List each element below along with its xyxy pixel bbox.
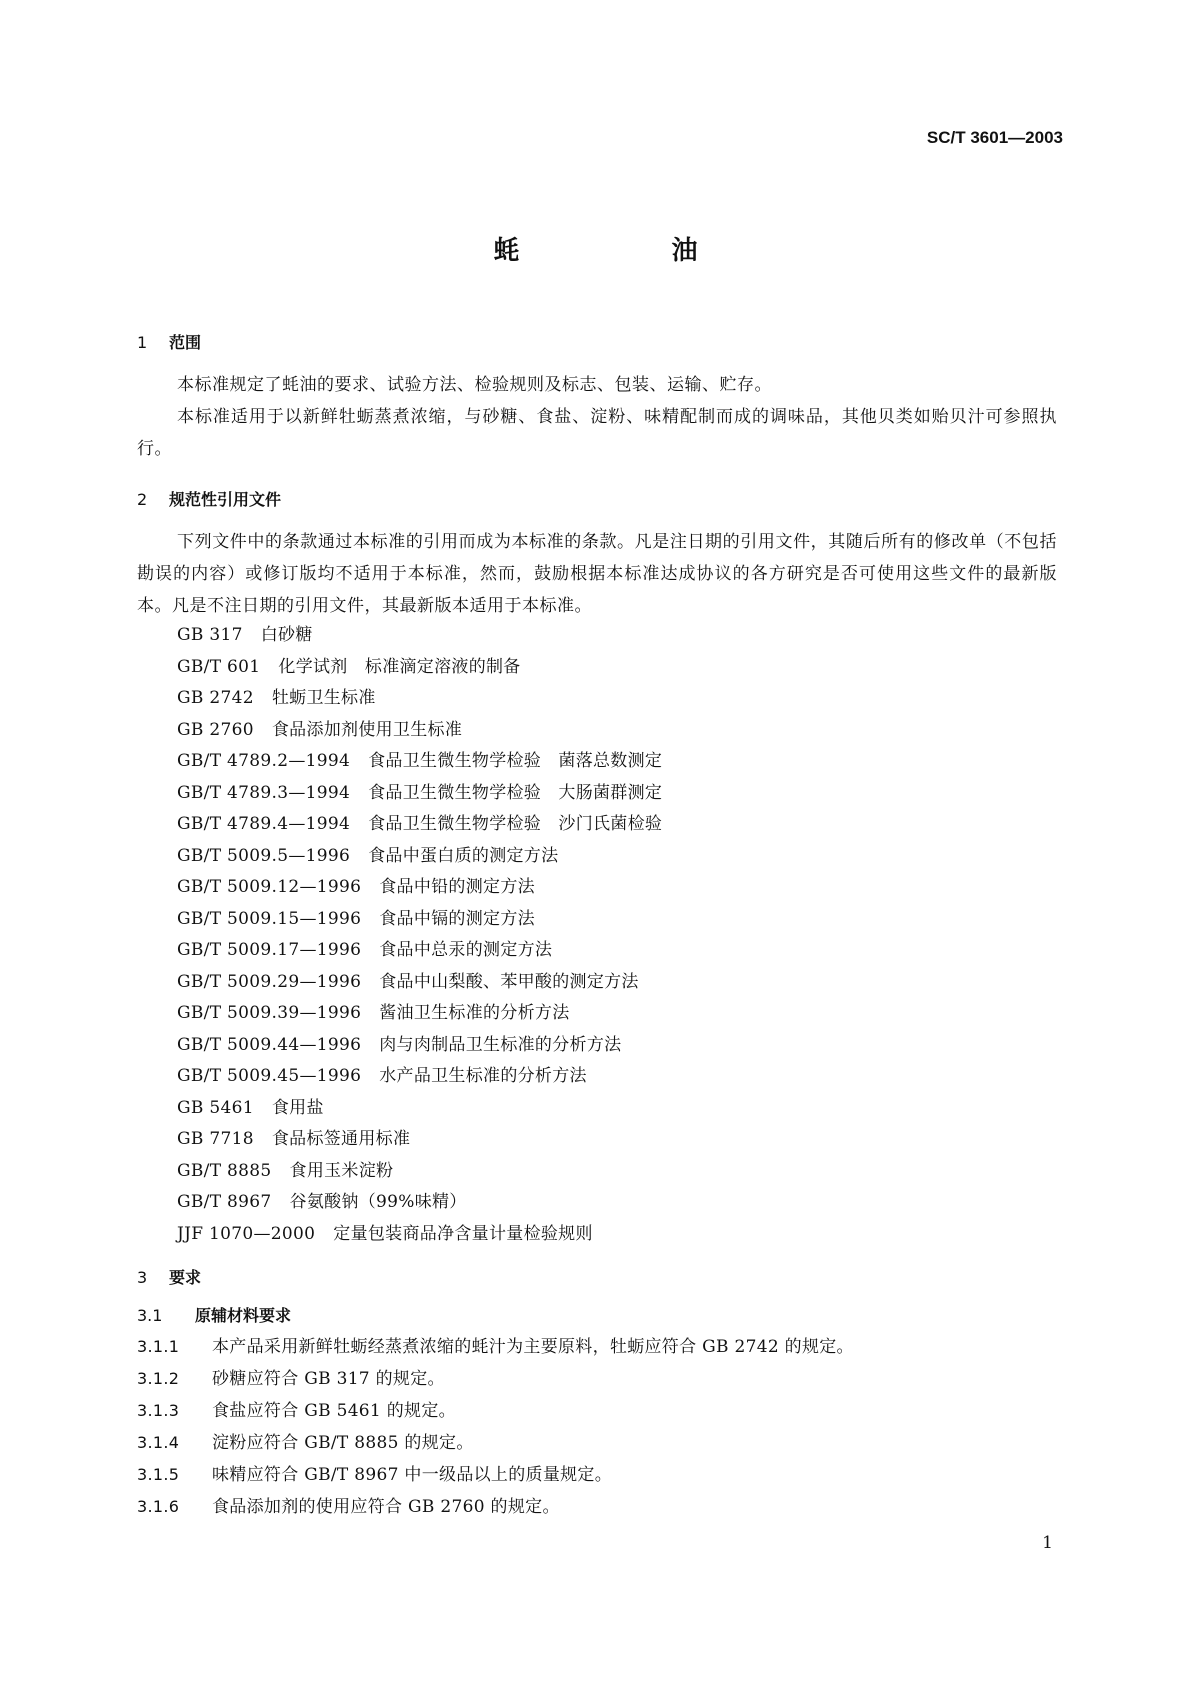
reference-title: 食用盐 xyxy=(271,1097,324,1118)
clause-text: 味精应符合 GB/T 8967 中一级品以上的质量规定。 xyxy=(212,1465,613,1485)
subsection-3-1-heading xyxy=(137,1303,291,1326)
section-2-intro: 下列文件中的条款通过本标准的引用而成为本标准的条款。凡是注日期的引用文件，其随后所有的修改单（不包括勘误的内容）或修订版均不适用于本标准，然而，鼓励根据本标准达成协议的各方研究是否可使用这些文件的最新版本。凡是不注日期的引用文件，其最新版本适用于本标准。 xyxy=(137,532,1057,616)
reference-title: 水产品卫生标准的分析方法 xyxy=(379,1066,587,1086)
reference-code: GB/T 4789.2—1994 xyxy=(177,751,351,771)
section-3-heading xyxy=(137,1265,201,1288)
clause-item xyxy=(137,1332,854,1364)
clause-number: 3.1.5 xyxy=(137,1465,180,1484)
reference-item xyxy=(177,1187,662,1219)
reference-item xyxy=(177,809,662,841)
reference-title: 牡蛎卫生标准 xyxy=(271,688,376,708)
clause-number: 3.1.4 xyxy=(137,1433,180,1452)
reference-code: GB/T 5009.45—1996 xyxy=(177,1066,362,1086)
section-1-paragraph-2: 本标准适用于以新鲜牡蛎蒸煮浓缩，与砂糖、食盐、淀粉、味精配制而成的调味品，其他贝类如贻贝汁可参照执行。 xyxy=(137,407,1057,459)
reference-title: 酱油卫生标准的分析方法 xyxy=(379,1003,570,1023)
clause-list xyxy=(137,1332,854,1524)
reference-title: 谷氨酸钠（99%味精） xyxy=(289,1192,467,1212)
page-number: 1 xyxy=(1042,1533,1053,1553)
clause-text: 淀粉应符合 GB/T 8885 的规定。 xyxy=(212,1433,474,1453)
reference-item xyxy=(177,872,662,904)
clause-number: 3.1.1 xyxy=(137,1337,180,1356)
reference-item xyxy=(177,715,662,747)
clause-text: 本产品采用新鲜牡蛎经蒸煮浓缩的蚝汁为主要原料，牡蛎应符合 GB 2742 的规定。 xyxy=(212,1337,854,1357)
clause-number: 3.1.2 xyxy=(137,1369,180,1388)
reference-code: GB/T 4789.3—1994 xyxy=(177,782,351,803)
clause-item xyxy=(137,1428,854,1460)
section-1-paragraph-1: 本标准规定了蚝油的要求、试验方法、检验规则及标志、包装、运输、贮存。 xyxy=(177,375,772,395)
reference-item xyxy=(177,967,662,999)
clause-number: 3.1.6 xyxy=(137,1497,180,1516)
reference-item xyxy=(177,778,662,810)
clause-number: 3.1.3 xyxy=(137,1401,180,1420)
reference-item xyxy=(177,1030,662,1062)
subsection-number: 3.1 xyxy=(137,1306,163,1325)
reference-item xyxy=(177,1061,662,1093)
reference-item xyxy=(177,841,662,873)
section-2-heading xyxy=(137,487,281,510)
reference-code: JJF 1070—2000 xyxy=(177,1223,316,1244)
reference-item xyxy=(177,652,662,684)
standard-code: SC/T 3601—2003 xyxy=(926,128,1063,147)
reference-title: 定量包装商品净含量计量检验规则 xyxy=(333,1223,593,1244)
reference-item xyxy=(177,620,662,652)
clause-item xyxy=(137,1396,854,1428)
reference-title: 化学试剂 标准滴定溶液的制备 xyxy=(278,656,521,677)
reference-code: GB 5461 xyxy=(177,1097,254,1118)
clause-text: 食盐应符合 GB 5461 的规定。 xyxy=(212,1401,456,1421)
title-char-2: 油 xyxy=(671,236,698,266)
reference-item xyxy=(177,746,662,778)
reference-code: GB/T 5009.39—1996 xyxy=(177,1003,362,1023)
reference-code: GB/T 8967 xyxy=(177,1192,272,1212)
reference-title: 食品中蛋白质的测定方法 xyxy=(368,845,559,866)
section-number: 1 xyxy=(137,333,148,352)
section-number: 2 xyxy=(137,490,148,509)
document-title xyxy=(0,230,1191,267)
reference-item xyxy=(177,1093,662,1125)
reference-title: 食品中总汞的测定方法 xyxy=(379,940,553,960)
section-1-heading xyxy=(137,330,201,353)
reference-title: 食品卫生微生物学检验 菌落总数测定 xyxy=(368,751,663,771)
section-title: 范围 xyxy=(169,333,202,352)
reference-code: GB/T 5009.44—1996 xyxy=(177,1034,362,1055)
reference-code: GB/T 5009.12—1996 xyxy=(177,877,362,897)
clause-item xyxy=(137,1492,854,1524)
reference-item xyxy=(177,998,662,1030)
reference-item xyxy=(177,1124,662,1156)
reference-list xyxy=(177,620,662,1250)
reference-code: GB/T 5009.15—1996 xyxy=(177,908,362,929)
reference-title: 食品中山梨酸、苯甲酸的测定方法 xyxy=(379,971,639,992)
reference-item xyxy=(177,683,662,715)
reference-code: GB 7718 xyxy=(177,1129,254,1149)
reference-title: 食品中镉的测定方法 xyxy=(379,908,535,929)
reference-title: 肉与肉制品卫生标准的分析方法 xyxy=(379,1034,622,1055)
reference-code: GB/T 4789.4—1994 xyxy=(177,814,351,834)
reference-code: GB 2742 xyxy=(177,688,254,708)
reference-title: 食品卫生微生物学检验 大肠菌群测定 xyxy=(368,782,663,803)
reference-code: GB/T 5009.5—1996 xyxy=(177,845,351,866)
section-title: 规范性引用文件 xyxy=(169,490,282,509)
subsection-title: 原辅材料要求 xyxy=(195,1306,292,1325)
section-title: 要求 xyxy=(169,1268,202,1287)
reference-title: 食用玉米淀粉 xyxy=(289,1160,394,1181)
clause-item xyxy=(137,1460,854,1492)
reference-title: 食品标签通用标准 xyxy=(271,1129,411,1149)
clause-item xyxy=(137,1364,854,1396)
reference-title: 食品卫生微生物学检验 沙门氏菌检验 xyxy=(368,814,663,834)
reference-code: GB/T 8885 xyxy=(177,1160,272,1181)
reference-code: GB/T 5009.29—1996 xyxy=(177,971,362,992)
reference-item xyxy=(177,1219,662,1251)
reference-title: 食品添加剂使用卫生标准 xyxy=(271,719,463,740)
reference-code: GB/T 5009.17—1996 xyxy=(177,940,362,960)
title-char-1: 蚝 xyxy=(493,236,520,266)
clause-text: 食品添加剂的使用应符合 GB 2760 的规定。 xyxy=(212,1497,560,1517)
reference-item xyxy=(177,904,662,936)
reference-title: 食品中铅的测定方法 xyxy=(379,877,535,897)
reference-item xyxy=(177,935,662,967)
reference-title: 白砂糖 xyxy=(260,625,313,645)
reference-code: GB 2760 xyxy=(177,719,254,740)
section-number: 3 xyxy=(137,1268,148,1287)
reference-item xyxy=(177,1156,662,1188)
clause-text: 砂糖应符合 GB 317 的规定。 xyxy=(212,1369,445,1389)
reference-code: GB 317 xyxy=(177,625,243,645)
reference-code: GB/T 601 xyxy=(177,656,261,677)
